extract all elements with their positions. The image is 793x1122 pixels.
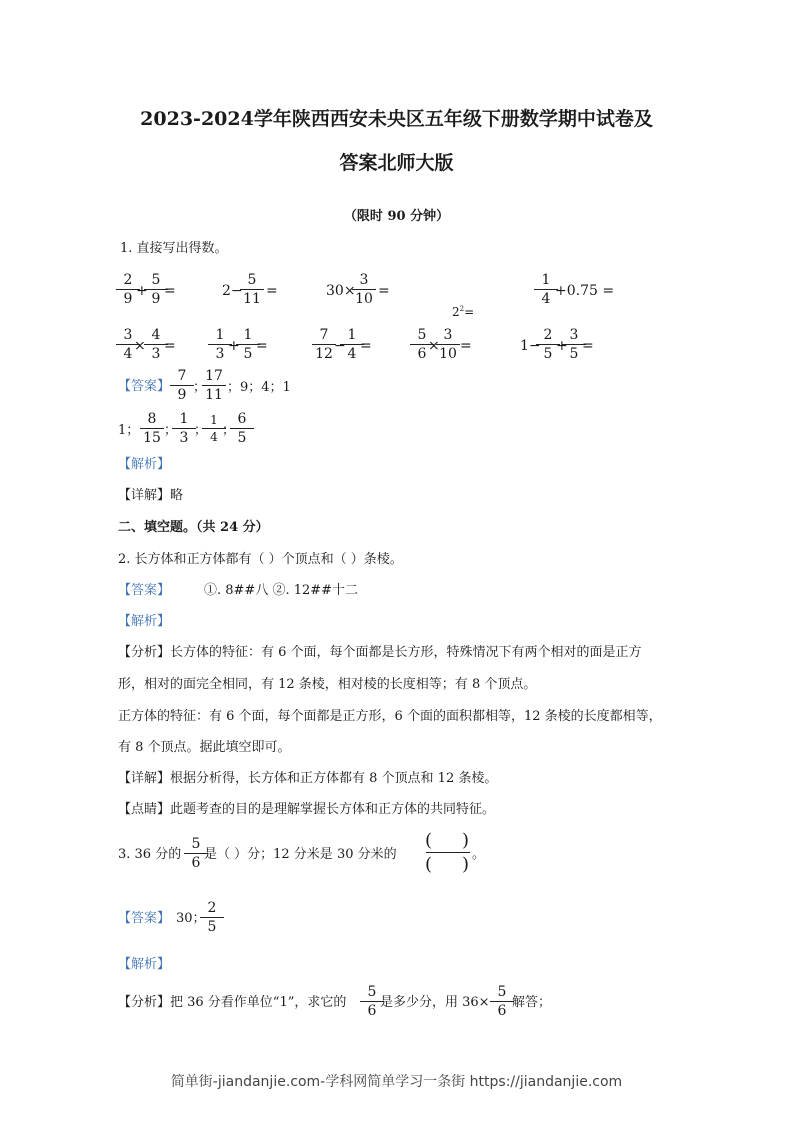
q1-answer-frac-7: $\frac{1}{3}$ [172, 411, 196, 446]
q2-analysis-p1: 【分析】长方体的特征：有 6 个面，每个面都是长方形，特殊情况下有两个相对的面是正方 [118, 645, 642, 660]
q1-answer-frac-9: $\frac{6}{5}$ [230, 411, 254, 446]
q1-answer-frac-8: $\frac{1}{4}$ [202, 413, 226, 444]
q2-answer-text: ①. 8##八 ②. 12##十二 [204, 583, 359, 598]
q2-analysis-p2: 形，相对的面完全相同，有 12 条棱，相对棱的长度相等；有 8 个顶点。 [118, 677, 537, 692]
q3-answer-fraction: $\frac{2}{5}$ [200, 900, 224, 935]
footer-watermark: 简单街-jiandanjie.com-学科网简单学习一条街 https://jiandanjie.com [170, 1074, 623, 1090]
q2-analysis-p4: 有 8 个顶点。据此填空即可。 [118, 740, 291, 755]
q2-detail: 【详解】根据分析得，长方体和正方体都有 8 个顶点和 12 条棱。 [118, 771, 498, 786]
q1-answer-line2-start: 1； [118, 423, 140, 438]
q2-answer-label: 【答案】 [118, 583, 171, 598]
q3-answer-a: 30； [176, 911, 206, 926]
q2-analysis-p3: 正方体的特征：有 6 个面，每个面都是正方形，6 个面的面积都相等，12 条棱的长度都相等， [118, 709, 662, 724]
q2-analysis-label: 【解析】 [118, 614, 171, 629]
q1-sep: ； [194, 423, 208, 438]
q3-analysis-b: 是多少分，用 36× [380, 995, 490, 1010]
q3-analysis-c: 解答； [512, 995, 552, 1010]
q3-analysis-a: 【分析】把 36 分看作单位“1”，求它的 [118, 995, 347, 1010]
title-line-2: 答案北师大版 [339, 152, 454, 174]
q3-analysis-label: 【解析】 [118, 957, 171, 972]
q1-sep: ； [164, 423, 178, 438]
q1-answer-frac-2: $\frac{17}{11}$ [202, 368, 226, 403]
q3-answer-label: 【答案】 [118, 911, 171, 926]
q1-sep: ； [222, 423, 236, 438]
q1-answer-frac-6: $\frac{8}{15}$ [140, 411, 164, 446]
q3-prompt-b: 是（ ）分；12 分米是 30 分米的 [204, 847, 397, 862]
q1-prompt: 1. 直接写出得数。 [120, 241, 228, 256]
q1-analysis-label: 【解析】 [118, 457, 171, 472]
q1-answer-rest: ；9；4；1 [227, 380, 291, 395]
q3-analysis-fraction: $\frac{5}{6}$ [360, 984, 384, 1019]
q3-prompt-a: 3. 36 分的 [118, 847, 182, 862]
q1-answer-frac-1: $\frac{7}{9}$ [170, 368, 194, 403]
q1-detail: 【详解】略 [118, 488, 184, 503]
q1-sep: ； [193, 380, 207, 395]
q3-fraction: $\frac{5}{6}$ [184, 836, 208, 871]
time-limit: （限时 90 分钟） [343, 209, 450, 224]
q3-analysis-fraction-2: $\frac{5}{6}$ [490, 984, 514, 1019]
q1-answer-label: 【答案】 [118, 379, 171, 394]
title-line-1: 2023-2024学年陕西西安未央区五年级下册数学期中试卷及 [140, 108, 653, 130]
q3-prompt-end: 。 [472, 847, 486, 862]
q2-point: 【点睛】此题考查的目的是理解掌握长方体和正方体的共同特征。 [118, 802, 496, 817]
q2-prompt: 2. 长方体和正方体都有（ ）个顶点和（ ）条棱。 [118, 552, 403, 567]
section-2-heading: 二、填空题。（共 24 分） [118, 520, 269, 535]
